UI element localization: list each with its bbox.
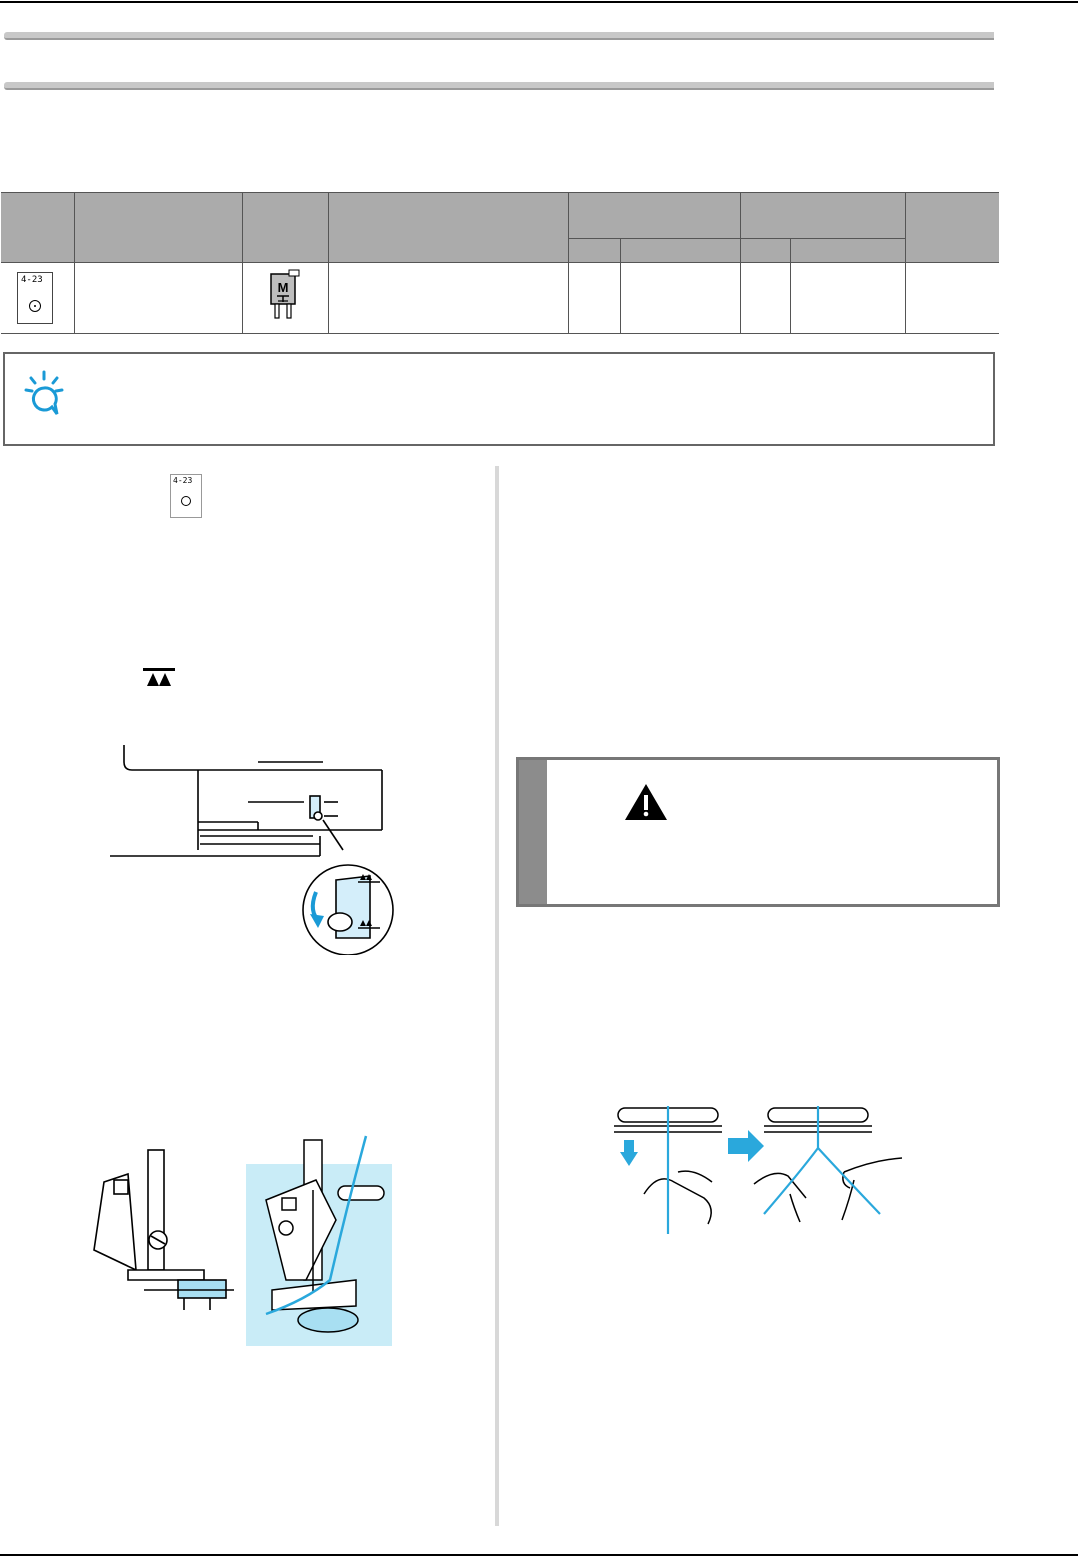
note-lightbulb-icon bbox=[23, 370, 65, 420]
column-divider bbox=[495, 466, 499, 1526]
caution-box bbox=[516, 757, 1000, 907]
subheader-cell-4 bbox=[790, 239, 905, 263]
note-box bbox=[3, 352, 995, 446]
stitch-name-cell bbox=[74, 263, 242, 334]
length-auto-cell bbox=[740, 263, 790, 334]
tension-cell bbox=[905, 263, 999, 334]
stitch-key-button[interactable] bbox=[17, 272, 53, 324]
stitch-settings-table bbox=[1, 192, 999, 334]
warning-triangle-icon bbox=[623, 782, 669, 822]
section-bar-bottom bbox=[4, 82, 994, 90]
header-cell-4 bbox=[328, 193, 568, 263]
stitch-dot-icon bbox=[29, 300, 41, 312]
top-rule bbox=[0, 1, 1078, 3]
stitch-key-cell bbox=[1, 263, 74, 334]
presser-foot-m-icon bbox=[263, 268, 307, 328]
width-manual-cell bbox=[620, 263, 740, 334]
length-manual-cell bbox=[790, 263, 905, 334]
small-stitch-dot-icon bbox=[181, 496, 191, 506]
width-auto-cell bbox=[568, 263, 620, 334]
caution-side-bar bbox=[519, 760, 547, 904]
header-cell-2 bbox=[74, 193, 242, 263]
header-cell-7 bbox=[905, 193, 999, 263]
subheader-cell-3 bbox=[740, 239, 790, 263]
section-bar-top bbox=[4, 32, 994, 40]
presser-foot-letter: M bbox=[277, 280, 288, 295]
header-cell-1 bbox=[1, 193, 74, 263]
header-cell-5 bbox=[568, 193, 740, 239]
header-cell-6 bbox=[740, 193, 905, 239]
thread-pull-illustration bbox=[604, 1102, 914, 1238]
bottom-rule bbox=[0, 1554, 1078, 1556]
arrow-down-icon bbox=[620, 1152, 638, 1166]
subheader-cell-2 bbox=[620, 239, 740, 263]
application-cell bbox=[328, 263, 568, 334]
small-stitch-key-label: 4-23 bbox=[173, 476, 193, 485]
subheader-cell-1 bbox=[568, 239, 620, 263]
feed-dog-icon bbox=[143, 668, 175, 688]
table-row bbox=[1, 263, 999, 334]
stitch-key-label: 4-23 bbox=[21, 275, 43, 285]
presser-foot-side-illustration bbox=[84, 1140, 244, 1310]
feed-dog-lever-illustration bbox=[108, 740, 398, 955]
small-stitch-key bbox=[170, 474, 202, 518]
needle-foot-closeup-illustration bbox=[246, 1130, 392, 1346]
header-cell-3 bbox=[242, 193, 328, 263]
arrow-right-icon bbox=[728, 1130, 764, 1162]
presser-foot-cell bbox=[242, 263, 328, 334]
